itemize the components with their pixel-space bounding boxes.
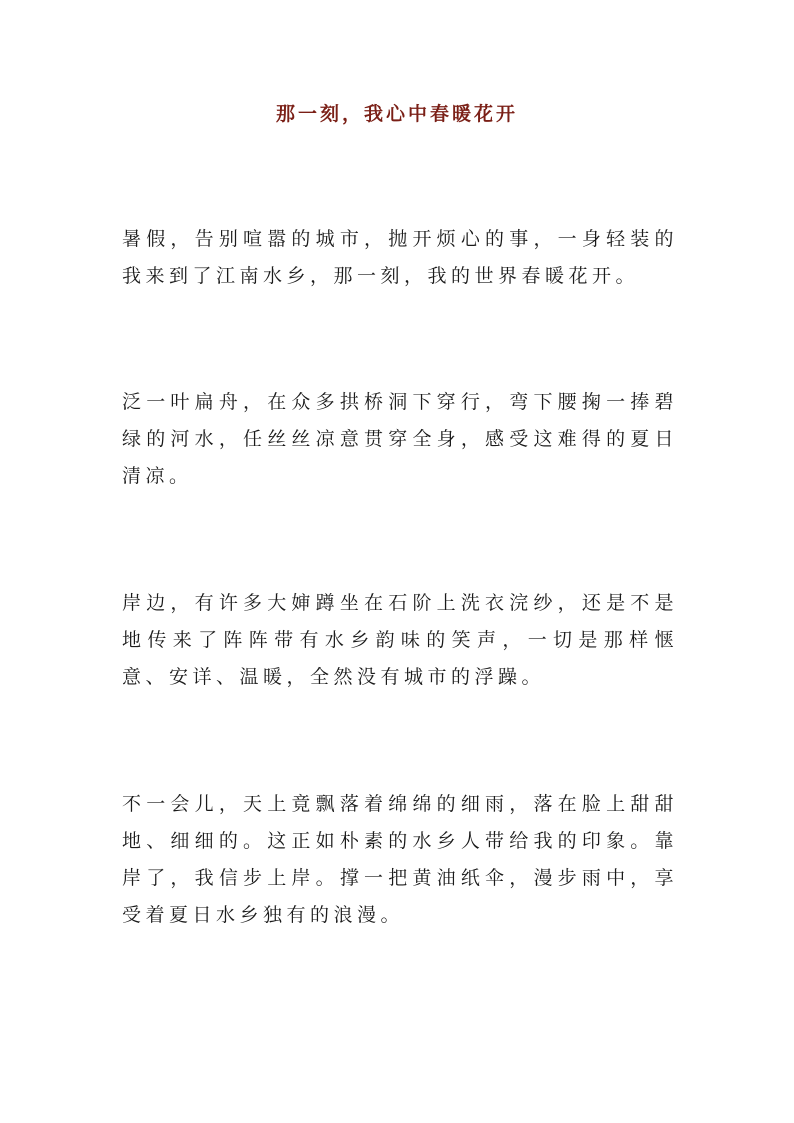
paragraph-4: 不一会儿，天上竟飘落着绵绵的细雨，落在脸上甜甜地、细细的。这正如朴素的水乡人带给我的印象。靠岸了，我信步上岸。撑一把黄油纸伞，漫步雨中，享受着夏日水乡独有的浪漫。: [122, 793, 678, 926]
paragraph-3: 岸边，有许多大婶蹲坐在石阶上洗衣浣纱，还是不是地传来了阵阵带有水乡韵味的笑声，一切是那样惬意、安详、温暖，全然没有城市的浮躁。: [122, 592, 678, 688]
page-title: 那一刻，我心中春暖花开: [275, 103, 518, 125]
paragraph-2: 泛一叶扁舟，在众多拱桥洞下穿行，弯下腰掬一捧碧绿的河水，任丝丝凉意贯穿全身，感受这难得的夏日清凉。: [122, 391, 678, 487]
paragraph-1: 暑假，告别喧嚣的城市，抛开烦心的事，一身轻装的我来到了江南水乡，那一刻，我的世界春暖花开。: [122, 228, 678, 287]
